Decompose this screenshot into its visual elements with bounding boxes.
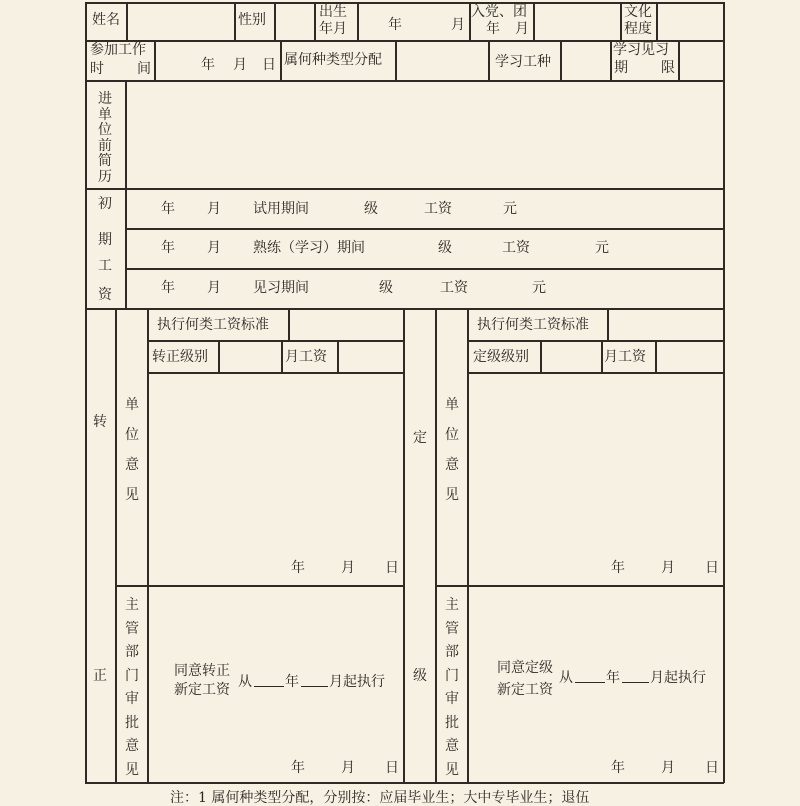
approve-text: 新定工资	[174, 682, 230, 698]
regularization-label-top: 转	[93, 414, 107, 430]
year-unit: 年	[285, 674, 299, 690]
gender-label: 性别	[238, 12, 266, 28]
work-start-day-unit: 日	[262, 57, 276, 73]
dept-approval-label: 主管部门审批意见	[445, 597, 459, 778]
regular-grade-label: 转正级别	[152, 349, 208, 365]
grading-label-top: 定	[413, 430, 427, 446]
initial-wage-row-skilled[interactable]	[127, 230, 722, 267]
party-join-month-unit: 月	[515, 21, 529, 37]
study-trade-label: 学习工种	[495, 54, 551, 70]
monthly-wage-label: 月工资	[604, 349, 646, 365]
year-unit: 年	[606, 670, 620, 686]
work-start-label: 时	[90, 61, 104, 77]
yuan-unit: 元	[503, 201, 517, 217]
exec-label: 月起执行	[329, 674, 385, 690]
grade-level-field[interactable]	[542, 342, 600, 371]
divider	[723, 2, 725, 783]
wage-standard-label: 执行何类工资标准	[477, 317, 589, 333]
divider	[281, 340, 283, 372]
divider	[403, 308, 405, 782]
resume-field[interactable]	[127, 82, 722, 187]
month-unit: 月	[207, 240, 221, 256]
period-label: 见习期间	[253, 280, 309, 296]
party-join-field[interactable]	[535, 4, 619, 39]
date-month-unit: 月	[341, 560, 355, 576]
divider	[280, 40, 282, 80]
initial-wage-label-char: 工	[98, 258, 112, 274]
monthly-wage-field[interactable]	[657, 342, 722, 371]
approve-text: 新定工资	[497, 682, 553, 698]
year-unit: 年	[161, 240, 175, 256]
yuan-unit: 元	[532, 280, 546, 296]
regular-grade-field[interactable]	[220, 342, 280, 371]
start-year-blank[interactable]	[575, 670, 605, 683]
education-label: 文化	[624, 4, 652, 20]
date-year-unit: 年	[291, 760, 305, 776]
start-month-blank[interactable]	[622, 670, 649, 683]
exec-label: 月起执行	[650, 670, 706, 686]
initial-wage-label-char: 资	[98, 287, 112, 303]
work-start-label: 参加工作	[90, 42, 146, 58]
party-join-label: 入党、团	[471, 4, 527, 20]
year-unit: 年	[161, 280, 175, 296]
date-day-unit: 日	[705, 760, 719, 776]
birth-label: 年月	[319, 21, 347, 37]
date-year-unit: 年	[291, 560, 305, 576]
date-day-unit: 日	[385, 760, 399, 776]
internship-period-label: 学习见习	[613, 42, 669, 58]
divider	[435, 308, 437, 782]
start-month-blank[interactable]	[301, 674, 328, 687]
initial-wage-label-char: 期	[98, 232, 112, 248]
date-year-unit: 年	[611, 760, 625, 776]
grade-level-label: 定级级别	[473, 349, 529, 365]
period-label: 熟练（学习）期间	[253, 240, 365, 256]
wage-standard-label: 执行何类工资标准	[157, 317, 269, 333]
work-start-month-unit: 月	[233, 57, 247, 73]
date-month-unit: 月	[661, 760, 675, 776]
work-start-date-field[interactable]	[156, 42, 279, 79]
wage-label: 工资	[502, 240, 530, 256]
name-label: 姓名	[92, 12, 120, 28]
start-year-blank[interactable]	[254, 674, 284, 687]
wage-label: 工资	[440, 280, 468, 296]
assignment-type-field[interactable]	[397, 42, 487, 79]
footnote: 注：1 属何种类型分配，分别按：应届毕业生；大中专毕业生；退伍	[170, 790, 590, 806]
divider	[601, 340, 603, 372]
date-year-unit: 年	[611, 560, 625, 576]
initial-wage-row-trial[interactable]	[127, 190, 722, 227]
initial-wage-label-char: 初	[98, 196, 112, 212]
month-unit: 月	[207, 201, 221, 217]
party-join-year-unit: 年	[486, 21, 500, 37]
from-label: 从	[559, 670, 573, 686]
education-field[interactable]	[658, 4, 722, 39]
year-unit: 年	[161, 201, 175, 217]
wage-label: 工资	[424, 201, 452, 217]
initial-wage-row-internship[interactable]	[127, 270, 722, 307]
work-start-label: 间	[137, 61, 151, 77]
monthly-wage-field[interactable]	[339, 342, 402, 371]
wage-standard-field[interactable]	[609, 310, 722, 339]
unit-opinion-label: 单位意见	[445, 397, 459, 503]
divider	[488, 40, 490, 80]
date-day-unit: 日	[385, 560, 399, 576]
divider	[610, 40, 612, 80]
date-month-unit: 月	[341, 760, 355, 776]
month-unit: 月	[207, 280, 221, 296]
approve-text: 同意转正	[174, 663, 230, 679]
assignment-type-label: 属何种类型分配	[284, 52, 382, 68]
divider	[314, 2, 316, 40]
birth-year-unit: 年	[388, 17, 402, 33]
date-day-unit: 日	[705, 560, 719, 576]
divider	[234, 2, 236, 40]
unit-opinion-field[interactable]	[469, 374, 722, 584]
wage-standard-field[interactable]	[290, 310, 402, 339]
grade-unit: 级	[364, 201, 378, 217]
internship-period-field[interactable]	[680, 42, 722, 79]
grade-unit: 级	[438, 240, 452, 256]
name-field[interactable]	[128, 4, 233, 39]
internship-period-label: 期	[614, 60, 628, 76]
unit-opinion-field[interactable]	[149, 374, 402, 584]
approve-text: 同意定级	[497, 660, 553, 676]
divider	[85, 2, 87, 783]
divider	[85, 782, 724, 784]
birth-month-unit: 月	[451, 17, 465, 33]
dept-approval-label: 主管部门审批意见	[125, 597, 139, 778]
grade-unit: 级	[379, 280, 393, 296]
internship-period-label: 限	[661, 60, 675, 76]
gender-field[interactable]	[276, 4, 313, 39]
study-trade-field[interactable]	[562, 42, 609, 79]
work-start-year-unit: 年	[201, 57, 215, 73]
from-label: 从	[238, 674, 252, 690]
education-label: 程度	[624, 21, 652, 37]
date-month-unit: 月	[661, 560, 675, 576]
unit-opinion-label: 单位意见	[125, 397, 139, 503]
yuan-unit: 元	[595, 240, 609, 256]
birth-label: 出生	[319, 4, 347, 20]
regularization-label-bottom: 正	[93, 668, 107, 684]
divider	[115, 308, 117, 782]
monthly-wage-label: 月工资	[285, 349, 327, 365]
grading-label-bottom: 级	[413, 668, 427, 684]
period-label: 试用期间	[253, 201, 309, 217]
resume-label: 进单位前简历	[98, 91, 112, 185]
divider	[620, 2, 622, 40]
